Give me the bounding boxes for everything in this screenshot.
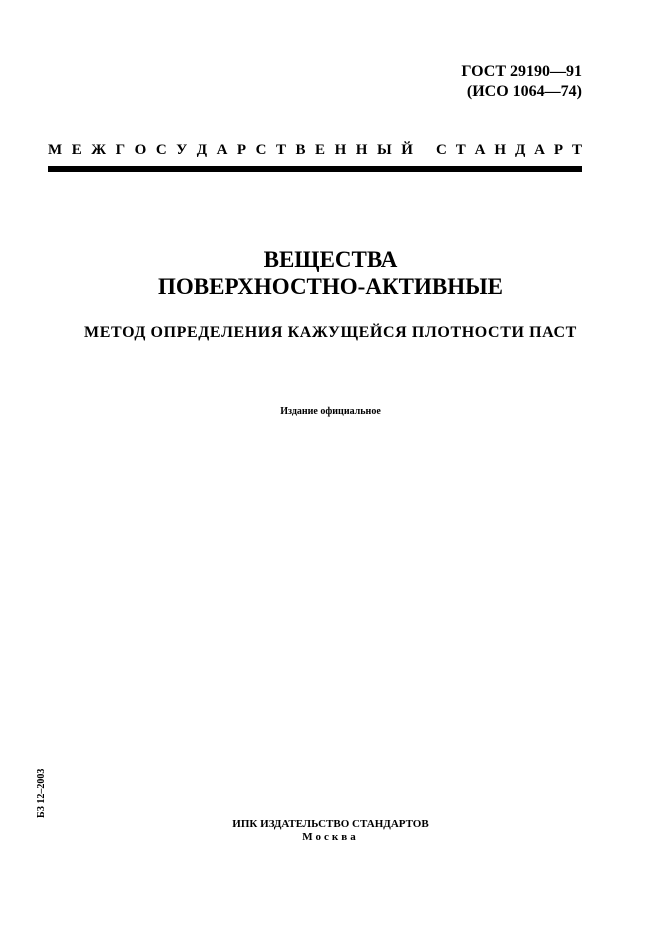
header-letter: А — [474, 142, 486, 158]
header-letter: Н — [494, 142, 507, 158]
title-line: ПОВЕРХНОСТНО-АКТИВНЫЕ — [157, 274, 504, 299]
header-letter: С — [255, 142, 267, 158]
header-letter: Ы — [376, 142, 392, 158]
edition-note: Издание официальное — [280, 406, 381, 417]
header-letter: Е — [71, 142, 82, 158]
header-letter: Р — [236, 142, 247, 158]
side-catalog-code: БЗ 12–2003 — [36, 768, 47, 818]
header-letter: Т — [275, 142, 286, 158]
interstate-standard-header — [48, 142, 582, 159]
document-title — [0, 246, 661, 300]
header-letter: В — [295, 142, 306, 158]
header-letter: М — [48, 142, 63, 158]
header-letter: А — [216, 142, 228, 158]
publisher-name: ИПК ИЗДАТЕЛЬСТВО СТАНДАРТОВ — [232, 818, 429, 830]
standard-code-gost: ГОСТ 29190—91 — [461, 63, 582, 80]
standard-code — [461, 62, 582, 102]
publisher-city: Москва — [302, 831, 359, 843]
header-letter: Н — [355, 142, 368, 158]
header-letter: Ж — [91, 142, 107, 158]
header-word-interstate — [48, 142, 413, 159]
header-letter: О — [134, 142, 147, 158]
header-word-standard — [436, 142, 582, 159]
header-letter: Т — [455, 142, 466, 158]
header-letter: Н — [334, 142, 347, 158]
publisher-block — [0, 818, 661, 844]
header-divider — [48, 166, 582, 172]
header-letter: С — [436, 142, 447, 158]
header-letter: Р — [553, 142, 564, 158]
header-letter: Е — [315, 142, 326, 158]
header-letter: С — [155, 142, 167, 158]
header-letter: У — [176, 142, 188, 158]
header-letter: Т — [571, 142, 582, 158]
header-letter: Д — [196, 142, 208, 158]
header-letter: А — [534, 142, 545, 158]
standard-code-iso: (ИСО 1064—74) — [466, 83, 582, 100]
header-letter: Д — [514, 142, 526, 158]
title-line: ВЕЩЕСТВА — [263, 247, 398, 272]
document-subtitle: МЕТОД ОПРЕДЕЛЕНИЯ КАЖУЩЕЙСЯ ПЛОТНОСТИ ПАСТ — [84, 324, 577, 341]
header-letter: Г — [115, 142, 126, 158]
header-letter: Й — [401, 142, 413, 158]
